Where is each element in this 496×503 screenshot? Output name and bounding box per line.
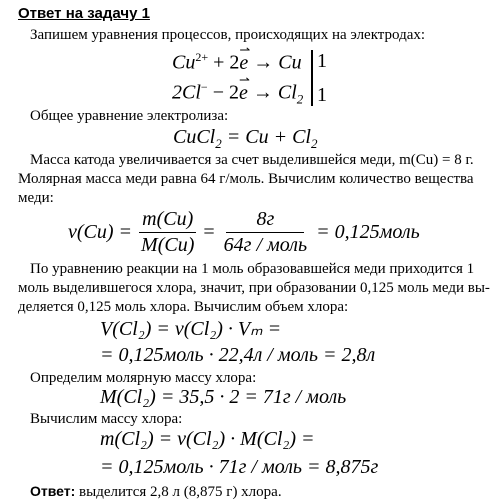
molar-intro: Определим молярную массу хлора: (30, 370, 257, 386)
moles-equation (68, 208, 420, 257)
moles-fraction-1 (138, 208, 197, 257)
volume-equation-line-1: V(Cl₂) = ν(Cl₂) · Vₘ = (100, 318, 282, 340)
moles-fraction-2 (221, 208, 310, 257)
moles-num-1: m(Cu) (139, 208, 196, 233)
mass-para-line-2: Молярная масса меди равна 64 г/моль. Вычислим количество вещества (18, 171, 474, 187)
anode-arrow: → (252, 81, 273, 104)
cathode-equation (172, 41, 302, 75)
page-title: Ответ на задачу 1 (18, 5, 150, 22)
molar-equation: M(Cl₂) = 35,5 · 2 = 71г / моль (100, 386, 347, 408)
overall-rhs-sub: 2 (310, 136, 318, 151)
anode-lhs: 2Cl (172, 81, 201, 104)
overall-rhs: = Cu + Cl (226, 126, 311, 148)
moles-lhs: ν(Cu) = (68, 221, 133, 243)
moles-den-1: M(Cu) (141, 234, 195, 256)
moles-result: = 0,125моль (316, 221, 420, 243)
overall-lhs: CuCl (173, 126, 216, 148)
anode-equation (172, 71, 304, 108)
cathode-plus: + 2 (213, 51, 240, 74)
electrode-intro: Запишем уравнения процессов, происходящих на электродах: (30, 27, 426, 43)
cathode-charge: 2+ (195, 50, 209, 64)
answer-label: Ответ: (30, 483, 76, 499)
cathode-rhs: Cu (278, 51, 302, 74)
mass-intro: Вычислим массу хлора: (30, 411, 183, 427)
mass-para-line-3: меди: (18, 190, 54, 206)
cathode-arrow: → (253, 51, 274, 74)
overall-lhs-sub: 2 (215, 136, 222, 151)
overall-equation (173, 126, 317, 152)
reaction-para-line-1: По уравнению реакции на 1 моль образовавшейся меди приходится 1 (30, 261, 475, 277)
anode-coef: 1 (317, 84, 327, 106)
anode-electron: e ⇀ (238, 71, 250, 104)
cathode-coef: 1 (317, 50, 327, 72)
anode-rhs-sub: 2 (296, 91, 304, 107)
anode-charge: − (200, 80, 208, 94)
reaction-para-line-3: деляется 0,125 моль хлора. Вычислим объем хлора: (18, 299, 349, 315)
overall-intro: Общее уравнение электролиза: (30, 108, 229, 124)
moles-eq-1: = (203, 221, 215, 243)
mass-equation-line-2: = 0,125моль · 71г / моль = 8,875г (100, 456, 379, 478)
cathode-lhs: Cu (172, 51, 196, 74)
anode-minus: − 2 (212, 81, 239, 104)
answer-text: выделится 2,8 л (8,875 г) хлора. (75, 484, 282, 500)
moles-num-2: 8г (226, 208, 304, 233)
mass-equation-line-1: m(Cl₂) = ν(Cl₂) · M(Cl₂) = (100, 428, 315, 450)
reaction-para-line-2: моль выделившегося хлора, значит, при образовании 0,125 моль меди вы- (18, 280, 490, 296)
cathode-electron: e ⇀ (239, 41, 251, 74)
mass-para-line-1: Масса катода увеличивается за счет выделившейся меди, m(Cu) = 8 г. (30, 152, 474, 168)
moles-den-2: 64г / моль (223, 234, 308, 256)
volume-equation-line-2: = 0,125моль · 22,4л / моль = 2,8л (100, 344, 376, 366)
anode-rhs: Cl (277, 81, 297, 104)
coef-divider (311, 50, 313, 106)
answer-line (30, 483, 282, 501)
